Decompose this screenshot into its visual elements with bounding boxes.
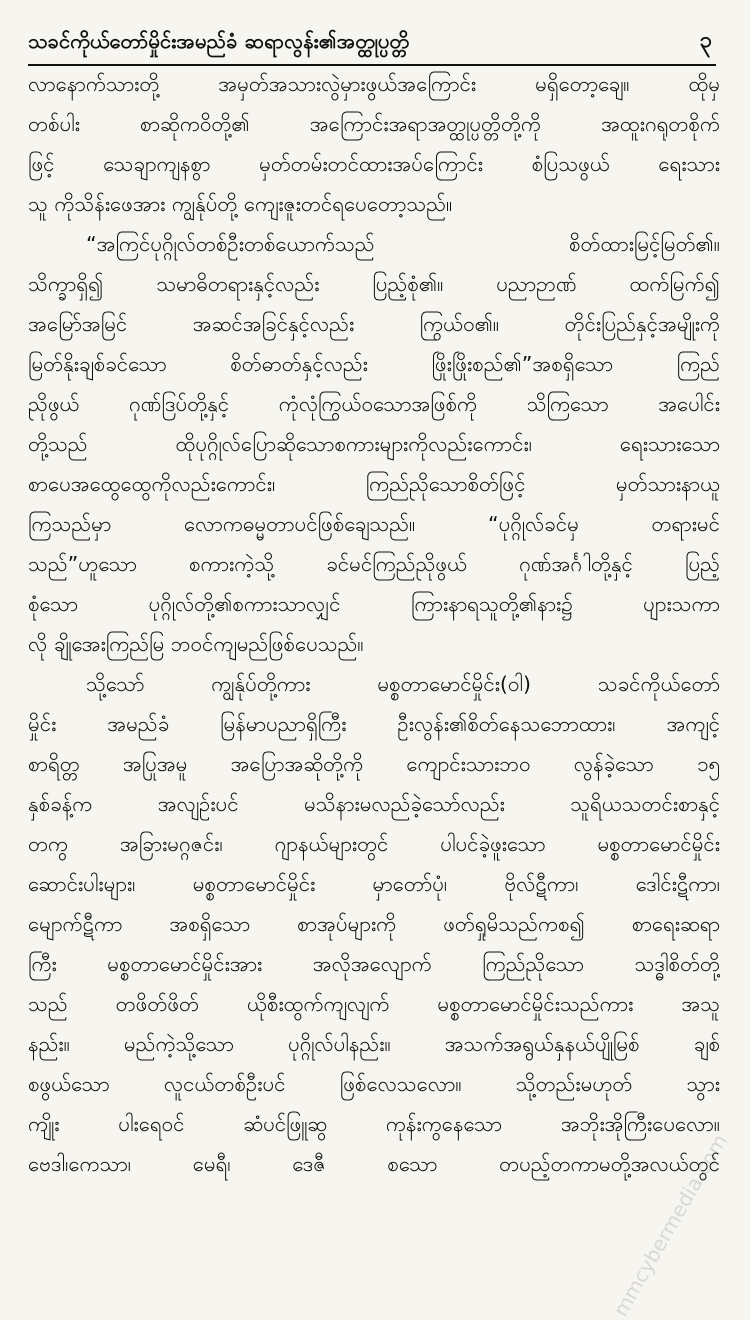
text-line: ညိုဖွယ် ဂုဏ်ဒြပ်တို့နှင့် ကုံလုံကြွယ်ဝသောအဖြစ်ကို သိကြသော အပေါင်း xyxy=(28,392,720,416)
text-line: လို ချိုအေးကြည်မြ ဘဝင်ကျမည်ဖြစ်ပေသည်။ xyxy=(28,632,364,656)
text-line: ကျိုး ပါးရေဝင် ဆံပင်ဖြူဆွ ကုန်းကွနေသော အဘိုးအိုကြီးပေလော။ xyxy=(28,1112,720,1136)
text-line: လာနောက်သားတို့ အမှတ်အသားလွဲမှားဖွယ်အကြောင်း မရှိတော့ချေ။ ထိုမှ xyxy=(28,72,720,96)
watermark: mmcybermedia.com xyxy=(608,1130,732,1320)
text-line: ကြသည်မှာ လောကဓမ္မတာပင်ဖြစ်ချေသည်။ “ပုဂ္ဂိုလ်ခင်မှ တရားမင် xyxy=(28,512,720,536)
text-line: ဆောင်းပါးများ၊ မစ္စတာမောင်မှိုင်း မှာတော်ပုံ၊ ဗိုလ်ဋီကာ၊ ဒေါင်းဋီကာ၊ xyxy=(28,872,720,896)
text-line: ဗေဒါ၊ကေသာ၊ မေရီ၊ ဒေဇီ စသော တပည့်တကာမတို့အလယ်တွင် xyxy=(28,1152,720,1176)
text-line: တို့သည် ထိုပုဂ္ဂိုလ်ပြောဆိုသောစကားများကိုလည်းကောင်း၊ ရေးသားသော xyxy=(28,432,720,456)
text-line: စုံသော ပုဂ္ဂိုလ်တို့၏စကားသာလျှင် ကြားနာရသူတို့၏နား၌ ပျားသကာ xyxy=(28,592,720,616)
text-line: မှိုင်း အမည်ခံ မြန်မာပညာရှိကြီး ဦးလွန်း၏စိတ်နေသဘောထား၊ အကျင့် xyxy=(28,712,720,736)
text-line: အမြော်အမြင် အဆင်အခြင်နှင့်လည်း ကြွယ်ဝ၏။ တိုင်းပြည်နှင့်အမျိုးကို xyxy=(28,312,720,336)
paragraph-start-line: “အကြင်ပုဂ္ဂိုလ်တစ်ဦးတစ်ယောက်သည် စိတ်ထားမြင့်မြတ်၏။ xyxy=(86,232,720,256)
text-line: တကွ အခြားမဂ္ဂဇင်း၊ ဂျာနယ်များတွင် ပါပင်ခဲ့ဖူးသော မစ္စတာမောင်မှိုင်း xyxy=(28,832,720,856)
text-line: နည်း။ မည်ကဲ့သို့သော ပုဂ္ဂိုလ်ပါနည်း။ အသက်အရွယ်နှနယ်ပျိုမြစ် ချစ် xyxy=(28,1032,720,1056)
text-line: ကြီး မစ္စတာမောင်မှိုင်းအား အလိုအလျောက် ကြည်ညိုသော သဒ္ဓါစိတ်တို့ xyxy=(28,952,720,976)
text-line: စဖွယ်သော လူငယ်တစ်ဦးပင် ဖြစ်လေသလော။ သို့တည်းမဟုတ် သွား xyxy=(28,1072,720,1096)
text-line: သည်”ဟူသော စကားကဲ့သို့ ခင်မင်ကြည်ညိုဖွယ် ဂုဏ်အင်္ဂါတို့နှင့် ပြည့် xyxy=(28,552,720,576)
text-line: မျောက်ဋီကာ အစရှိသော စာအုပ်များကို ဖတ်ရှုမိသည်ကစ၍ စာရေးဆရာ xyxy=(28,912,720,936)
text-line: စာပေအထွေထွေကိုလည်းကောင်း၊ ကြည်ညိုသောစိတ်ဖြင့် မှတ်သားနာယူ xyxy=(28,472,720,496)
text-line: စာရိတ္တ အပြုအမူ အပြောအဆိုတို့ကို ကျောင်းသားဘဝ လွန်ခဲ့သော ၁၅ xyxy=(28,752,720,776)
text-line: သိက္ခာရှိ၍ သမာဓိတရားနှင့်လည်း ပြည့်စုံ၏။ ပညာဉာဏ် ထက်မြက်၍ xyxy=(28,272,720,296)
body-text xyxy=(28,64,720,1190)
text-line: ဖြင့် သေချာကျနစွာ မှတ်တမ်းတင်ထားအပ်ကြောင်း စံပြသဖွယ် ရေးသား xyxy=(28,152,720,176)
running-title: သခင်ကိုယ်တော်မှိုင်းအမည်ခံ ဆရာလွန်း၏အတ္ထုပ္ပတ္တိ xyxy=(28,29,410,53)
text-line: မြတ်နိုးချစ်ခင်သော စိတ်ဓာတ်နှင့်လည်း ဖြိုးဖြိုးစည်၏”အစရှိသော ကြည် xyxy=(28,352,720,376)
text-line: သည် တဖိတ်ဖိတ် ယိုစီးထွက်ကျလျက် မစ္စတာမောင်မှိုင်းသည်ကား အသူ xyxy=(28,992,720,1016)
page-header xyxy=(28,14,716,66)
text-line: တစ်ပါး စာဆိုကဝိတို့၏ အကြောင်းအရာအတ္ထုပ္ပတ္တိတို့ကို အထူးဂရုတစိုက် xyxy=(28,112,720,136)
text-line: နှစ်ခန့်က အလျဉ်းပင် မသိနားမလည်ခဲ့သော်လည်း သူရိယသတင်းစာနှင့် xyxy=(28,792,720,816)
page-number: ၃ xyxy=(699,28,712,53)
paragraph-start-line: သို့သော် ကျွန်ုပ်တို့ကား မစ္စတာမောင်မှိုင်း(ဝါ) သခင်ကိုယ်တော် xyxy=(86,672,720,696)
text-line: သူ ကိုသိန်းဖေအား ကျွန်ုပ်တို့ ကျေးဇူးတင်ရပေတော့သည်။ xyxy=(28,192,453,216)
